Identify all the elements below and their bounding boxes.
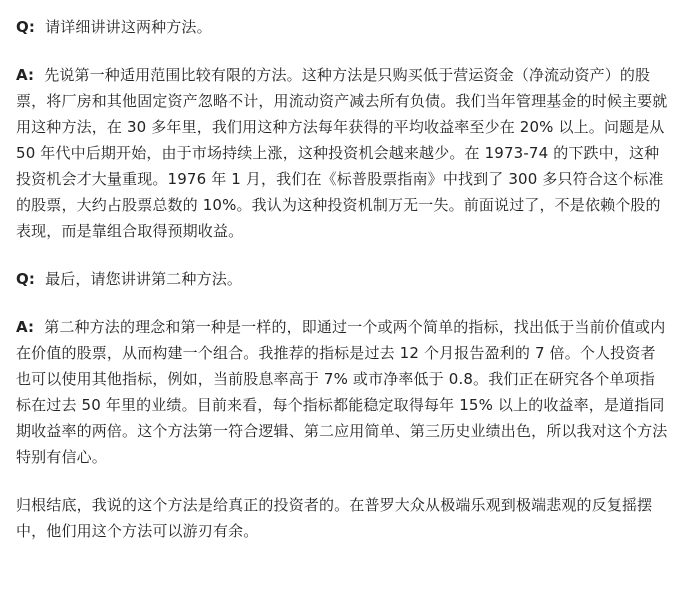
question-label: Q: [16, 270, 36, 288]
answer-label: A: [16, 318, 35, 336]
question-paragraph [16, 266, 669, 292]
answer-label: A: [16, 66, 35, 84]
answer-paragraph [16, 62, 669, 244]
question-label: Q: [16, 18, 36, 36]
answer-paragraph [16, 314, 669, 470]
closing-paragraph [16, 492, 669, 544]
question-text: 请详细讲讲这两种方法。 [45, 18, 212, 36]
answer-text: 先说第一种适用范围比较有限的方法。这种方法是只购买低于营运资金（净流动资产）的股票，将厂房和其他固定资产忽略不计，用流动资产减去所有负债。我们当年管理基金的时候主要就用这种方法，在 30 多年里，我们用这种方法每年获得的平均收益率至少在 20% 以上。问题是从 50 年代中后期开始，由于市场持续上涨，这种投资机会越来越少。在 1973-74 的下跌中，这种投资机会才大量重现。1976 年 1 月，我们在《标普股票指南》中找到了 300 多只符合这个标准的股票，大约占股票总数的 10%。我认为这种投资机制万无一失。前面说过了，不是依赖个股的表现，而是靠组合取得预期收益。 [16, 66, 668, 240]
question-text: 最后，请您讲讲第二种方法。 [45, 270, 243, 288]
closing-text: 归根结底，我说的这个方法是给真正的投资者的。在普罗大众从极端乐观到极端悲观的反复摇摆中，他们用这个方法可以游刃有余。 [16, 496, 653, 540]
answer-text: 第二种方法的理念和第一种是一样的，即通过一个或两个简单的指标，找出低于当前价值或内在价值的股票，从而构建一个组合。我推荐的指标是过去 12 个月报告盈利的 7 倍。个人投资者也可以使用其他指标，例如，当前股息率高于 7% 或市净率低于 0.8。我们正在研究各个单项指标在过去 50 年里的业绩。目前来看，每个指标都能稳定取得每年 15% 以上的收益率，是道指同期收益率的两倍。这个方法第一符合逻辑、第二应用简单、第三历史业绩出色，所以我对这个方法特别有信心。 [16, 318, 668, 466]
question-paragraph [16, 14, 669, 40]
